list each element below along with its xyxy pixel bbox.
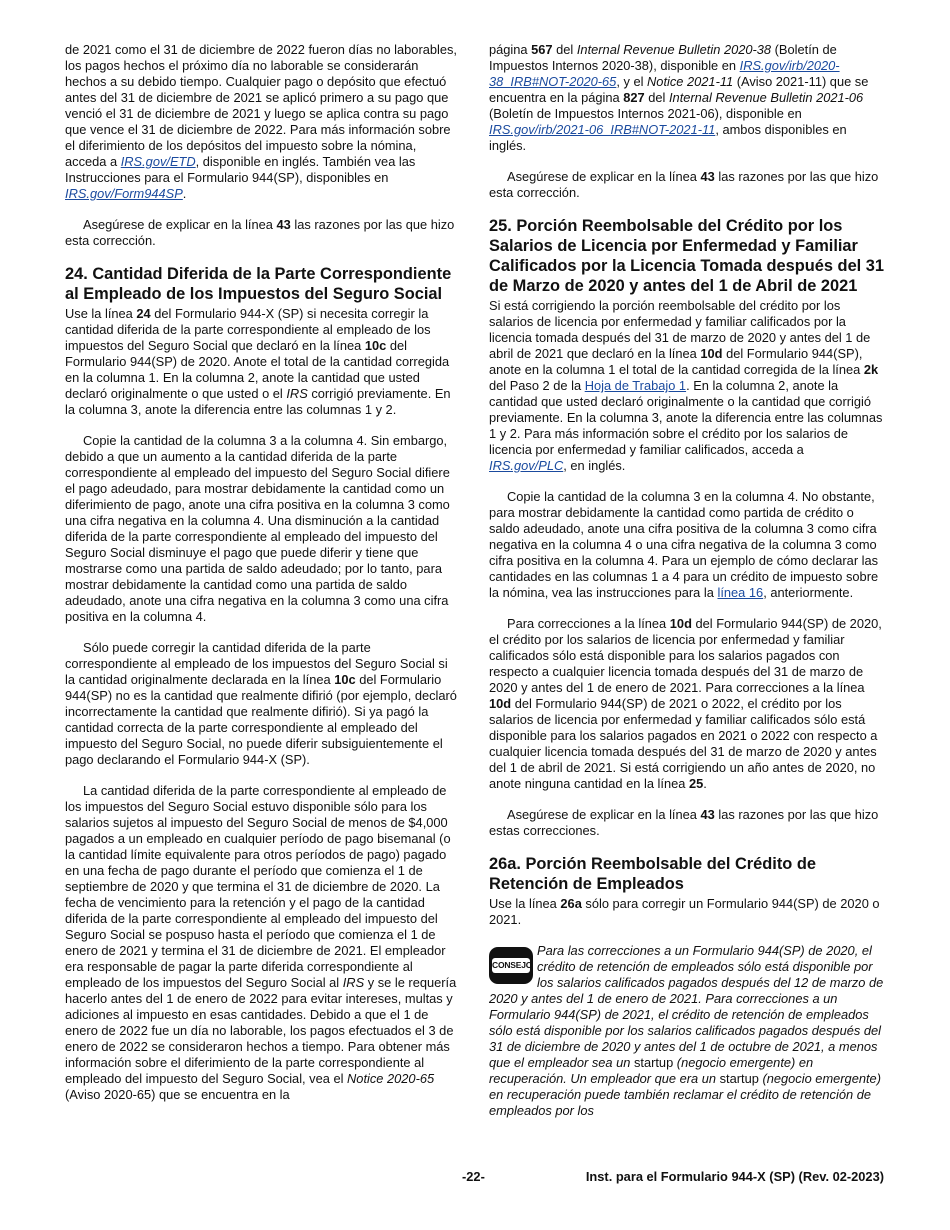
paragraph-explain-line-43-b: Asegúrese de explicar en la línea 43 las razones por las que hizo esta corrección. [489,169,879,200]
paragraph-line-26a-usage: Use la línea 26a sólo para corregir un Formulario 944(SP) de 2020 o 2021. [489,896,880,927]
page-number: -22- [462,1169,485,1184]
left-column [65,42,460,1118]
paragraph-irb-references: página 567 del Internal Revenue Bulletin 2020-38 (Boletín de Impuestos Internos 2020-38), disponible en IRS.gov/irb/2020-38_IRB#NOT-2020-65, y el Notice 2021-11 (Aviso 2021-11) que se encuentra en la página 827 del Internal Revenue Bulletin 2021-06 (Boletín de Impuestos Internos 2021-06), disponible en IRS.gov/irb/2021-06_IRB#NOT-2021-11, ambos disponibles en inglés. [489,42,869,153]
link-irs-plc[interactable]: IRS.gov/PLC [489,458,564,473]
page-footer [0,1169,950,1189]
paragraph-deposit-deferral: de 2021 como el 31 de diciembre de 2022 fueron días no laborables, los pagos hechos el próximo día no laborable se considerarán hechos a su debido tiempo. Cualquier pago o depósito que efectuó antes del 31 de diciembre de 2021 se aplicó primero a su pago que venció el 31 de diciembre de 2021 y luego se aplica contra su pago que vence el 31 de diciembre de 2022. Para más información sobre el diferimiento de los depósitos del impuesto sobre la nómina, acceda a IRS.gov/ETD, disponible en inglés. También vea las Instrucciones para el Formulario 944(SP), disponibles en IRS.gov/Form944SP. [65,42,458,201]
link-irb-2021-06[interactable]: IRS.gov/irb/2021-06_IRB#NOT-2021-11 [489,122,716,137]
heading-line-24: 24. Cantidad Diferida de la Parte Correspondiente al Empleado de los Impuestos del Seguro Social [65,265,452,303]
link-line-16[interactable]: línea 16 [717,585,764,600]
link-irs-form944sp[interactable]: IRS.gov/Form944SP [65,186,183,201]
paragraph-explain-line-43-c: Asegúrese de explicar en la línea 43 las razones por las que hizo estas correcciones. [489,807,879,838]
footer-title: Inst. para el Formulario 944-X (SP) (Rev. 02-2023) [585,1169,884,1184]
paragraph-line-24-copy: Copie la cantidad de la columna 3 a la columna 4. Sin embargo, debido a que un aumento a la cantidad diferida de la parte correspondiente al empleado del impuesto del Seguro Social difiere el pago adeudado, para mostrar debidamente la cantidad como un diferimiento de pago, anote una cifra positiva en la columna 3 como una cifra negativa en la columna 4. Una disminución a la cantidad diferida de la parte correspondiente al empleado del impuesto del Seguro Social disminuye el pago que puede diferir y tiene que mostrarse como una partida de saldo adeudado; por lo tanto, para mostrar debidamente la cantidad como una partida de saldo adeudado, anote una cifra negativa en la columna 3 como una cifra positiva en la columna 4. [65,433,450,624]
tip-box: CONSEJO Para las correcciones a un Formulario 944(SP) de 2020, el crédito de retención de empleados sólo está disponible por los salarios calificados pagados después del 12 de marzo de 2020 y antes del 1 de enero de 2021. Para correcciones a un Formulario 944(SP) de 2021, el crédito de retención de empleados sólo está disponible por los salarios calificados pagados después del 31 de diciembre de 2020 y antes del 1 de octubre de 2021, a menos que el empleador sea un startup (negocio emergente) en recuperación. Un empleador que era un startup (negocio emergente) en recuperación puede también reclamar el crédito de retención de empleados por los [489,943,884,1118]
heading-line-25: 25. Porción Reembolsable del Crédito por los Salarios de Licencia por Enfermedad y Familiar Calificados por la Licencia Tomada después del 31 de Marzo de 2020 y antes del 1 de Abril de 2021 [489,217,885,295]
paragraph-explain-line-43: Asegúrese de explicar en la línea 43 las razones por las que hizo esta corrección. [65,217,455,248]
paragraph-line-25-copy: Copie la cantidad de la columna 3 en la columna 4. No obstante, para mostrar debidamente la cantidad como partida de crédito o saldo adeudado, anote una cifra positiva de la columna 3 como cifra negativa en la columna 4 o una cifra negativa de la columna 3 como cifra positiva en la columna 4. Para un ejemplo de cómo declarar las cantidades en las columnas 1 a 4 para un crédito de impuesto sobre la nómina, vea las instrucciones para la línea 16, anteriormente. [489,489,879,600]
paragraph-line-25-corrections: Para correcciones a la línea 10d del Formulario 944(SP) de 2020, el crédito por los salarios de licencia por enfermedad y familiar calificados sólo está disponible para los salarios pagados con respecto a cualquier licencia tomada después del 31 de marzo de 2020 y antes del 1 de enero de 2021. Para correcciones a la línea 10d del Formulario 944(SP) de 2021 o 2022, el crédito por los salarios de licencia por enfermedad y familiar calificados sólo está disponible para los salarios pagados en 2021 o 2022 con respecto a cualquier licencia tomada después del 31 de marzo de 2020 y antes del 1 de abril de 2021. Si está corrigiendo un año antes de 2020, no anote ninguna cantidad en la línea 25. [489,616,882,791]
link-worksheet-1[interactable]: Hoja de Trabajo 1 [584,378,687,393]
heading-line-26a: 26a. Porción Reembolsable del Crédito de Retención de Empleados [489,855,816,893]
link-irb-2020-38[interactable]: IRS.gov/irb/2020-38_IRB#NOT-2020-65 [489,58,840,89]
paragraph-line-25-usage: Si está corrigiendo la porción reembolsable del crédito por los salarios de licencia por enfermedad y familiar calificados por la licencia tomada después del 31 de marzo de 2020 y antes del 1 de abril de 2021 que declaró en la línea 10d del Formulario 944(SP), anote en la columna 1 el total de la cantidad corregida de la línea 2k del Paso 2 de la Hoja de Trabajo 1. En la columna 2, anote la cantidad que usted declaró originalmente o la cantidad que corrigió previamente. En la columna 3, anote la diferencia entre las columnas 1 y 2. Para más información sobre el crédito por los salarios de licencia por enfermedad y familiar calificados, acceda a IRS.gov/PLC, en inglés. [489,298,883,473]
paragraph-line-24-usage: Use la línea 24 del Formulario 944-X (SP) si necesita corregir la cantidad diferida de la parte correspondiente al empleado de los impuestos del Seguro Social que declaró en la línea 10c del Formulario 944(SP) de 2020. Anote el total de la cantidad corregida en la columna 1. En la columna 2, anote la cantidad que usted declaró originalmente o que usted o el IRS corrigió previamente. En la columna 3, anote la diferencia entre las columnas 1 y 2. [65,306,451,417]
paragraph-line-24-only-correct: Sólo puede corregir la cantidad diferida de la parte correspondiente al empleado de los impuestos del Seguro Social si la cantidad originalmente declarada en la línea 10c del Formulario 944(SP) no es la cantidad que realmente difirió (por ejemplo, declaró incorrectamente la cantidad que realmente difirió). Si ya pagó la cantidad correcta de la parte correspondiente al empleado del impuesto del Seguro Social, no puede diferir subsiguientemente el pago declarando el Formulario 944-X (SP). [65,640,457,767]
link-irs-etd[interactable]: IRS.gov/ETD [120,154,196,169]
tip-badge-label: CONSEJO [492,958,530,973]
paragraph-line-24-availability: La cantidad diferida de la parte correspondiente al empleado de los impuestos del Seguro Social estuvo disponible sólo para los salarios sujetos al impuesto del Seguro Social de menos de $4,000 pagados a un empleado en cualquier período de pago bisemanal (o la cantidad límite equivalente para otros períodos de pago) pagado en una fecha de pago durante el período que comienza el 1 de septiembre de 2020 y que termina el 31 de diciembre de 2020. La fecha de vencimiento para la retención y el pago de la cantidad diferida de la parte correspondiente al empleado del impuesto del Seguro Social se pospuso hasta el período que comienza el 1 de enero de 2021 y termina el 31 de diciembre de 2021. El empleador era responsable de pagar la parte diferida correspondiente al empleado de los impuestos del Seguro Social al IRS y se le requería hacerlo antes del 1 de enero de 2022 para evitar intereses, multas y adiciones al impuesto en esas cantidades. Debido a que el 1 de enero de 2022 fue un día no laborable, los pagos efectuados el 3 de enero de 2022 se consideraron hechos a tiempo. Para obtener más información sobre el diferimiento de la parte correspondiente al empleado del impuesto del Seguro Social, vea el Notice 2020-65 (Aviso 2020-65) que se encuentra en la [65,783,457,1102]
tip-icon [489,947,533,984]
right-column [489,42,885,1134]
